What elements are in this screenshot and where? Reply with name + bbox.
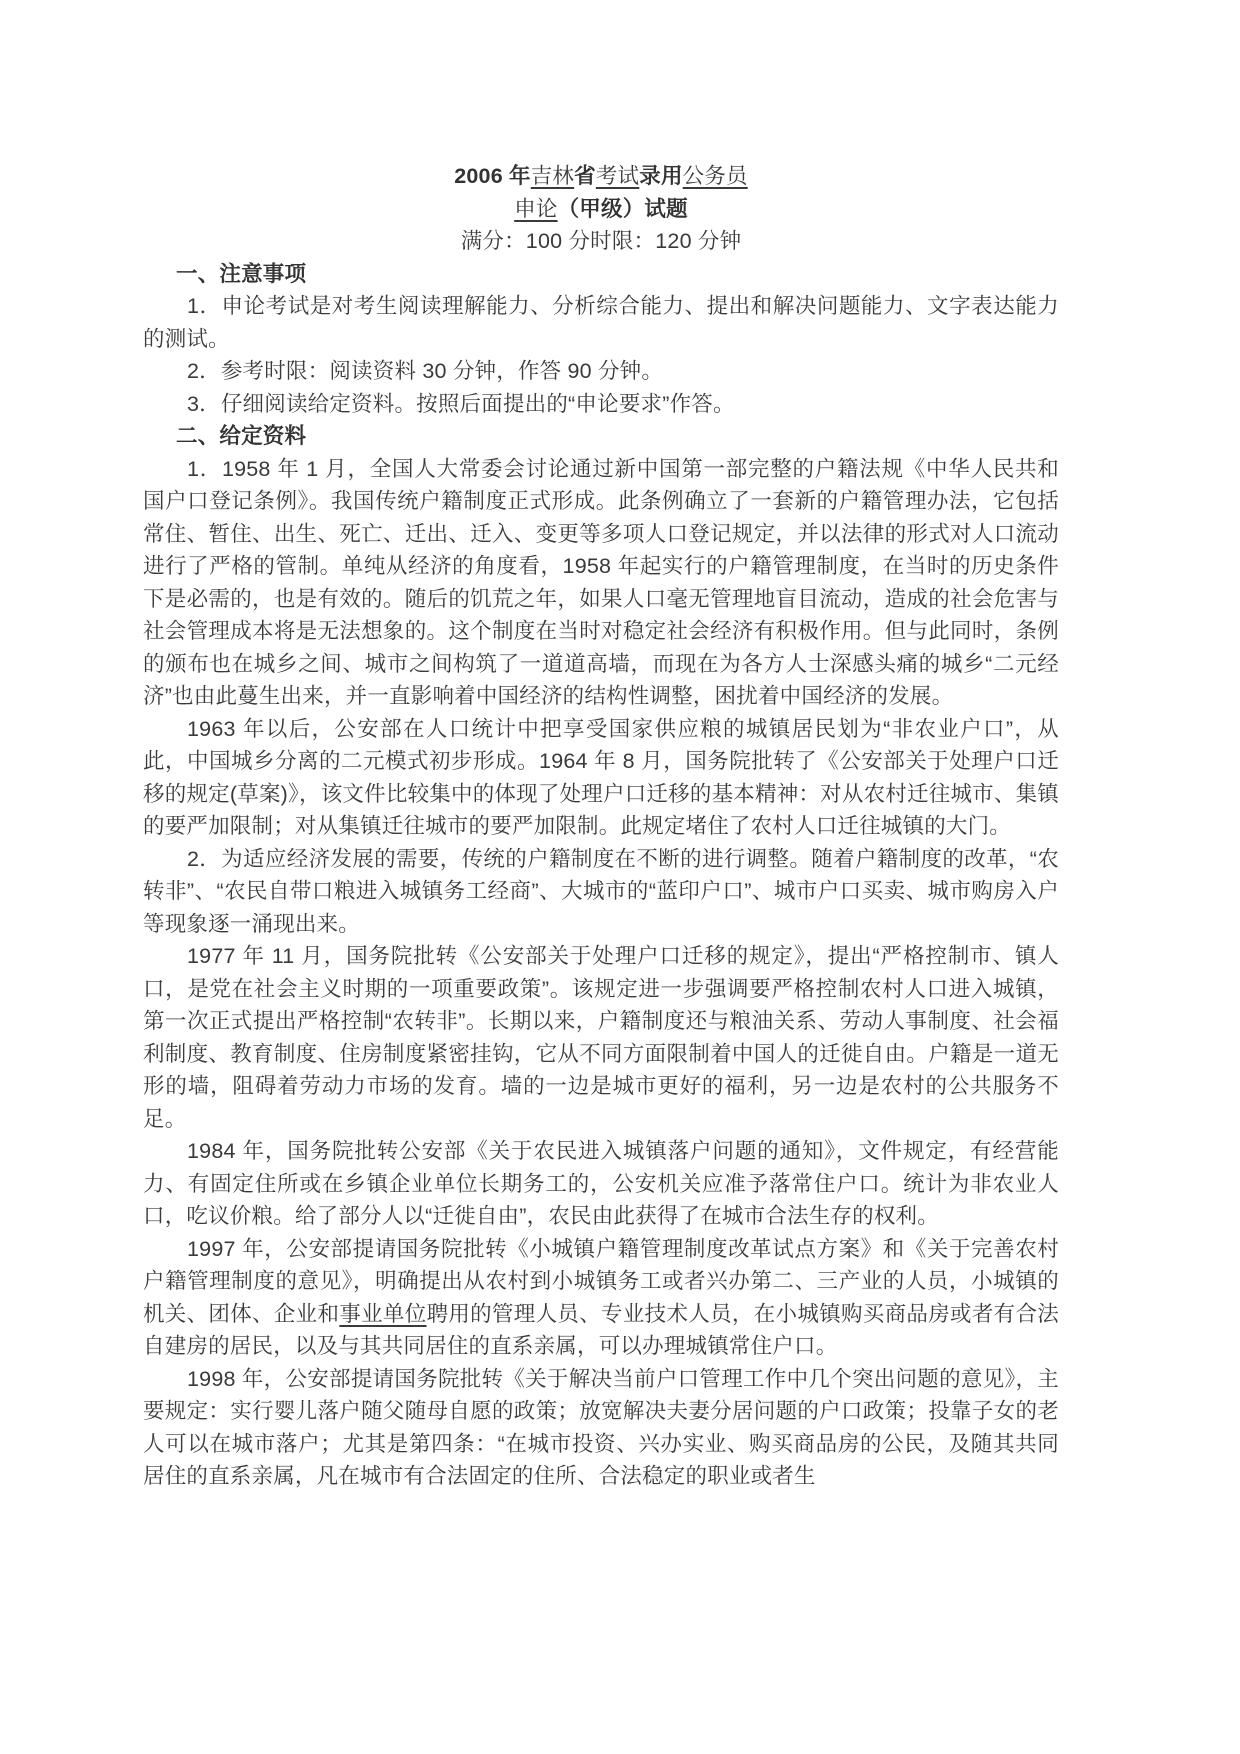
notice-item-2: 2．参考时限：阅读资料 30 分钟，作答 90 分钟。 xyxy=(187,359,664,383)
paragraph-1997-text-after: 聘用的管理人员、专业技术人员，在小城镇购买商品房或者有合法自建房的居民，以及与其共同居住的直系亲属，可以办理城镇常住户口。 xyxy=(143,1301,1059,1358)
title-segment-gongwuyuan: 公务员 xyxy=(682,164,748,188)
section-heading-materials: 二、给定资料 xyxy=(176,424,307,448)
section-heading-notice: 一、注意事项 xyxy=(176,261,307,286)
document-subtitle xyxy=(143,193,1059,226)
material-paragraph-adjust: 2．为适应经济发展的需要，传统的户籍制度在不断的进行调整。随着户籍制度的改革，“农转非”、“农民自带口粮进入城镇务工经商”、大城市的“蓝印户口”、城市户口买卖、城市购房入户等现象逐一涌现出来。 xyxy=(143,846,1059,936)
material-paragraph-1997 xyxy=(143,1233,1059,1363)
title-segment-luyong: 录用 xyxy=(639,164,683,188)
title-segment-year: 2006 年 xyxy=(454,164,531,188)
notice-item-1: 1．申论考试是对考生阅读理解能力、分析综合能力、提出和解决问题能力、文字表达能力的测试。 xyxy=(143,294,1059,351)
document-title xyxy=(143,160,1059,193)
material-paragraph-1984: 1984 年，国务院批转公安部《关于农民进入城镇落户问题的通知》，文件规定，有经营能力、有固定住所或在乡镇企业单位长期务工的，公安机关应准予落常住户口。统计为非农业人口，吃议价粮。给了部分人以“迁徙自由”，农民由此获得了在城市合法生存的权利。 xyxy=(143,1139,1059,1228)
subtitle-segment-grade: （甲级）试题 xyxy=(557,196,688,221)
notice-item-3: 3．仔细阅读给定资料。按照后面提出的“申论要求”作答。 xyxy=(187,391,735,416)
exam-document-page xyxy=(143,160,1059,1493)
material-paragraph-1963: 1963 年以后，公安部在人口统计中把享受国家供应粮的城镇居民划为“非农业户口”，从此，中国城乡分离的二元模式初步形成。1964 年 8 月，国务院批转了《公安部关于处理户口迁移的规定(草案)》，该文件比较集中的体现了处理户口迁移的基本精神：对从农村迁往城市、集镇的要严加限制；对从集镇迁往城市的要严加限制。此规定堵住了农村人口迁往城镇的大门。 xyxy=(143,716,1059,838)
subtitle-segment-shenlun: 申论 xyxy=(514,196,558,221)
material-paragraph-1998: 1998 年，公安部提请国务院批转《关于解决当前户口管理工作中几个突出问题的意见》，主要规定：实行婴儿落户随父随母自愿的政策；放宽解决夫妻分居问题的户口政策；投靠子女的老人可以在城市落户；尤其是第四条：“在城市投资、兴办实业、购买商品房的公民，及随其共同居住的直系亲属，凡在城市有合法固定的住所、合法稳定的职业或者生 xyxy=(143,1366,1059,1488)
paragraph-1997-underlined-term: 事业单位 xyxy=(339,1301,427,1326)
paragraph-1997-text-before: 1997 年，公安部提请国务院批转《小城镇户籍管理制度改革试点方案》和《关于完善农村户籍管理制度的意见》，明确提出从农村到小城镇务工或者兴办第二、三产业的人员，小城镇的机关、团体、企业和 xyxy=(143,1236,1059,1326)
title-segment-sheng: 省 xyxy=(574,164,596,188)
score-time-line: 满分：100 分时限：120 分钟 xyxy=(460,229,742,253)
material-paragraph-1977: 1977 年 11 月，国务院批转《公安部关于处理户口迁移的规定》，提出“严格控制市、镇人口，是党在社会主义时期的一项重要政策”。该规定进一步强调要严格控制农村人口进入城镇，第一次正式提出严格控制“农转非”。长期以来，户籍制度还与粮油关系、劳动人事制度、社会福利制度、教育制度、住房制度紧密挂钩，它从不同方面限制着中国人的迁徙自由。户籍是一道无形的墙，阻碍着劳动力市场的发育。墙的一边是城市更好的福利，另一边是农村的公共服务不足。 xyxy=(143,944,1059,1131)
material-paragraph-1958: 1．1958 年 1 月，全国人大常委会讨论通过新中国第一部完整的户籍法规《中华人民共和国户口登记条例》。我国传统户籍制度正式形成。此条例确立了一套新的户籍管理办法，它包括常住、暂住、出生、死亡、迁出、迁入、变更等多项人口登记规定，并以法律的形式对人口流动进行了严格的管制。单纯从经济的角度看，1958 年起实行的户籍管理制度，在当时的历史条件下是必需的，也是有效的。随后的饥荒之年，如果人口毫无管理地盲目流动，造成的社会危害与社会管理成本将是无法想象的。这个制度在当时对稳定社会经济有积极作用。但与此同时，条例的颁布也在城乡之间、城市之间构筑了一道道高墙，而现在为各方人士深感头痛的城乡“二元经济”也由此蔓生出来，并一直影响着中国经济的结构性调整，困扰着中国经济的发展。 xyxy=(143,456,1059,708)
title-segment-kaoshi: 考试 xyxy=(595,164,640,188)
title-segment-province: 吉林 xyxy=(530,164,575,188)
